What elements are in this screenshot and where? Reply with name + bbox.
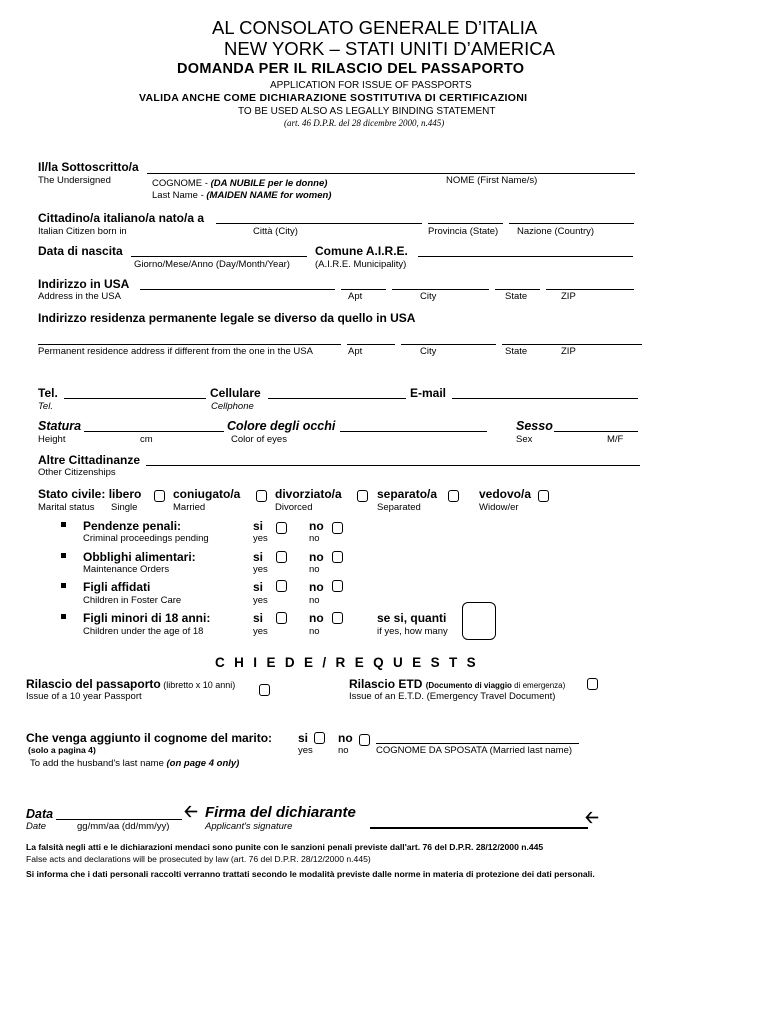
- form-title-en: APPLICATION FOR ISSUE OF PASSPORTS: [270, 80, 472, 91]
- city-label: City: [420, 346, 437, 357]
- city-label: Città (City): [253, 226, 298, 237]
- married-label-en: Married: [173, 502, 206, 513]
- email-field[interactable]: [452, 398, 638, 399]
- undersigned-field[interactable]: [147, 173, 635, 174]
- no-label: no: [309, 611, 324, 625]
- cell-field[interactable]: [268, 398, 406, 399]
- etd-request-label-en: Issue of an E.T.D. (Emergency Travel Document): [349, 691, 556, 702]
- passport-request-checkbox[interactable]: [259, 684, 270, 696]
- permanent-address-label: Indirizzo residenza permanente legale se diverso da quello in USA: [38, 311, 416, 325]
- divorced-checkbox[interactable]: [357, 490, 368, 502]
- aire-field[interactable]: [418, 256, 633, 257]
- sex-label: Sesso: [516, 419, 553, 433]
- tel-field[interactable]: [64, 398, 206, 399]
- yes-label-en: yes: [253, 595, 268, 606]
- privacy-notice: Si informa che i dati personali raccolti verranno trattati secondo le modalità previste dalle norme in materia di protezione dei dati personali.: [26, 869, 595, 879]
- no-label: no: [309, 580, 324, 594]
- consulate-location: NEW YORK – STATI UNITI D’AMERICA: [224, 38, 555, 59]
- husband-surname-label: Che venga aggiunto il cognome del marito:: [26, 731, 273, 745]
- law-reference: (art. 46 D.P.R. del 28 dicembre 2000, n.445): [284, 118, 445, 128]
- husband-surname-page: (solo a pagina 4): [28, 745, 96, 755]
- widow-label-en: Widow/er: [479, 502, 519, 513]
- eye-color-label: Colore degli occhi: [227, 419, 336, 433]
- widow-checkbox[interactable]: [538, 490, 549, 502]
- how-many-label: se si, quanti: [377, 611, 447, 625]
- requests-heading: CHIEDE/REQUESTS: [215, 655, 486, 670]
- height-label-en: Height: [38, 434, 66, 445]
- yes-checkbox[interactable]: [276, 551, 287, 563]
- province-label: Provincia (State): [428, 226, 499, 237]
- address-state-field[interactable]: [495, 289, 540, 290]
- other-citizenship-label: Altre Cittadinanze: [38, 453, 141, 467]
- divorced-label-en: Divorced: [275, 502, 313, 513]
- yes-checkbox[interactable]: [276, 612, 287, 624]
- birth-date-format: Giorno/Mese/Anno (Day/Month/Year): [134, 259, 290, 270]
- yes-label-en: yes: [253, 564, 268, 575]
- square-bullet-icon: [61, 553, 66, 558]
- apt-label: Apt: [348, 291, 363, 302]
- yes-label: si: [253, 550, 264, 564]
- address-city-field[interactable]: [392, 289, 489, 290]
- other-citizenship-field[interactable]: [146, 465, 640, 466]
- etd-request-label: Rilascio ETD (Documento di viaggio di emergenza): [349, 677, 566, 691]
- yes-checkbox[interactable]: [276, 522, 287, 534]
- question-label-en: Criminal proceedings pending: [83, 533, 209, 544]
- no-label-en: no: [309, 533, 320, 544]
- how-many-label-en: if yes, how many: [377, 626, 448, 637]
- etd-request-checkbox[interactable]: [587, 678, 598, 690]
- children-count-field[interactable]: [462, 602, 496, 640]
- no-label: no: [338, 731, 353, 745]
- zip-label: ZIP: [561, 346, 576, 357]
- cell-label-en: Cellphone: [211, 401, 254, 412]
- passport-request-label-en: Issue of a 10 year Passport: [26, 691, 142, 702]
- cell-label: Cellulare: [210, 386, 261, 400]
- marital-status-label: Stato civile: libero: [38, 487, 142, 501]
- no-label: no: [309, 550, 324, 564]
- husband-surname-label-en: To add the husband's last name (on page 4 only): [30, 758, 240, 769]
- address-zip-field[interactable]: [546, 289, 634, 290]
- height-label: Statura: [38, 419, 82, 433]
- form-title: DOMANDA PER IL RILASCIO DEL PASSAPORTO: [177, 61, 525, 77]
- yes-label: si: [253, 580, 264, 594]
- email-label: E-mail: [410, 386, 447, 400]
- citizen-born-label: Cittadino/a italiano/a nato/a a: [38, 211, 205, 225]
- question-label: Figli minori di 18 anni:: [83, 611, 211, 625]
- date-field[interactable]: [56, 819, 182, 820]
- question-label: Obblighi alimentari:: [83, 550, 196, 564]
- left-arrow-icon: 🡠: [184, 802, 198, 821]
- married-label: coniugato/a: [173, 487, 241, 501]
- tel-label-en: Tel.: [38, 401, 53, 412]
- form-subtitle-en: TO BE USED ALSO AS LEGALLY BINDING STATEMENT: [238, 106, 496, 117]
- no-checkbox[interactable]: [332, 522, 343, 534]
- birth-country-field[interactable]: [509, 223, 634, 224]
- square-bullet-icon: [61, 614, 66, 619]
- yes-checkbox[interactable]: [276, 580, 287, 592]
- height-field[interactable]: [84, 431, 224, 432]
- form-subtitle: VALIDA ANCHE COME DICHIARAZIONE SOSTITUTIVA DI CERTIFICAZIONI: [139, 92, 528, 104]
- undersigned-label-en: The Undersigned: [38, 175, 111, 186]
- aire-label-en: (A.I.R.E. Municipality): [315, 259, 407, 270]
- question-label-en: Maintenance Orders: [83, 564, 170, 575]
- marital-status-label-en: Marital status: [38, 502, 95, 513]
- passport-request-label: Rilascio del passaporto (libretto x 10 anni): [26, 677, 236, 691]
- undersigned-label: Il/la Sottoscritto/a: [38, 160, 139, 174]
- question-label-en: Children in Foster Care: [83, 595, 182, 606]
- yes-label-en: yes: [253, 626, 268, 637]
- legal-warning-en: False acts and declarations will be prosecuted by law (art. 76 del D.P.R. 28/12/2000 n.445): [26, 854, 371, 864]
- square-bullet-icon: [61, 583, 66, 588]
- apt-label: Apt: [348, 346, 363, 357]
- separated-label: separato/a: [377, 487, 438, 501]
- no-label-en: no: [338, 745, 349, 756]
- question-label: Figli affidati: [83, 580, 151, 594]
- date-label-en: Date: [26, 821, 47, 832]
- husband-surname-no-checkbox[interactable]: [359, 734, 370, 746]
- firstname-label: NOME (First Name/s): [446, 175, 538, 186]
- single-label-en: Single: [111, 502, 138, 513]
- tel-label: Tel.: [38, 386, 58, 400]
- cm-unit: cm: [140, 434, 153, 445]
- question-label-en: Children under the age of 18: [83, 626, 204, 637]
- consulate-title: AL CONSOLATO GENERALE D’ITALIA: [212, 17, 538, 38]
- city-label: City: [420, 291, 437, 302]
- eye-color-label-en: Color of eyes: [231, 434, 287, 445]
- yes-label: si: [253, 519, 264, 533]
- other-citizenship-label-en: Other Citizenships: [38, 467, 116, 478]
- sex-label-en: Sex: [516, 434, 533, 445]
- birth-date-label: Data di nascita: [38, 244, 123, 258]
- yes-label: si: [298, 731, 309, 745]
- permanent-state-zip-field[interactable]: [502, 344, 642, 345]
- separated-checkbox[interactable]: [448, 490, 459, 502]
- sex-field[interactable]: [554, 431, 638, 432]
- birth-date-field[interactable]: [131, 256, 307, 257]
- permanent-address-label-en: Permanent residence address if different from the one in the USA: [38, 346, 313, 357]
- husband-surname-yes-checkbox[interactable]: [314, 732, 325, 744]
- no-label: no: [309, 519, 324, 533]
- permanent-city-field[interactable]: [401, 344, 496, 345]
- divorced-label: divorziato/a: [275, 487, 342, 501]
- no-checkbox[interactable]: [332, 551, 343, 563]
- yes-label-en: yes: [298, 745, 313, 756]
- birth-province-field[interactable]: [428, 223, 503, 224]
- question-label: Pendenze penali:: [83, 519, 182, 533]
- zip-label: ZIP: [561, 291, 576, 302]
- country-label: Nazione (Country): [517, 226, 595, 237]
- no-label-en: no: [309, 626, 320, 637]
- date-format: gg/mm/aa (dd/mm/yy): [77, 821, 170, 832]
- left-arrow-icon: 🡠: [585, 808, 599, 827]
- no-label-en: no: [309, 564, 320, 575]
- address-label: Indirizzo in USA: [38, 277, 130, 291]
- permanent-street-field[interactable]: [38, 344, 341, 345]
- surname-label-en: Last Name - (MAIDEN NAME for women): [152, 190, 332, 201]
- no-checkbox[interactable]: [332, 612, 343, 624]
- widow-label: vedovo/a: [479, 487, 532, 501]
- signature-field[interactable]: [370, 827, 588, 829]
- legal-warning: La falsità negli atti e le dichiarazioni mendaci sono punite con le sanzioni penali previste dall'art. 76 del D.P.R. 28/12/2000 n.445: [26, 842, 544, 852]
- address-apt-field[interactable]: [341, 289, 386, 290]
- citizen-born-label-en: Italian Citizen born in: [38, 226, 127, 237]
- signature-label-en: Applicant's signature: [205, 821, 293, 832]
- separated-label-en: Separated: [377, 502, 421, 513]
- permanent-apt-field[interactable]: [347, 344, 395, 345]
- yes-label: si: [253, 611, 264, 625]
- married-checkbox[interactable]: [256, 490, 267, 502]
- surname-label: COGNOME - (DA NUBILE per le donne): [152, 178, 328, 189]
- single-checkbox[interactable]: [154, 490, 165, 502]
- birth-city-field[interactable]: [216, 223, 422, 224]
- aire-label: Comune A.I.R.E.: [315, 244, 408, 258]
- yes-label-en: yes: [253, 533, 268, 544]
- married-name-label: COGNOME DA SPOSATA (Married last name): [376, 745, 573, 756]
- signature-label: Firma del dichiarante: [205, 804, 356, 821]
- sex-options: M/F: [607, 434, 624, 445]
- state-label: State: [505, 346, 528, 357]
- date-label: Data: [26, 807, 54, 821]
- no-checkbox[interactable]: [332, 580, 343, 592]
- state-label: State: [505, 291, 528, 302]
- square-bullet-icon: [61, 522, 66, 527]
- no-label-en: no: [309, 595, 320, 606]
- eye-color-field[interactable]: [340, 431, 487, 432]
- address-label-en: Address in the USA: [38, 291, 121, 302]
- address-street-field[interactable]: [140, 289, 335, 290]
- married-name-field[interactable]: [376, 743, 579, 744]
